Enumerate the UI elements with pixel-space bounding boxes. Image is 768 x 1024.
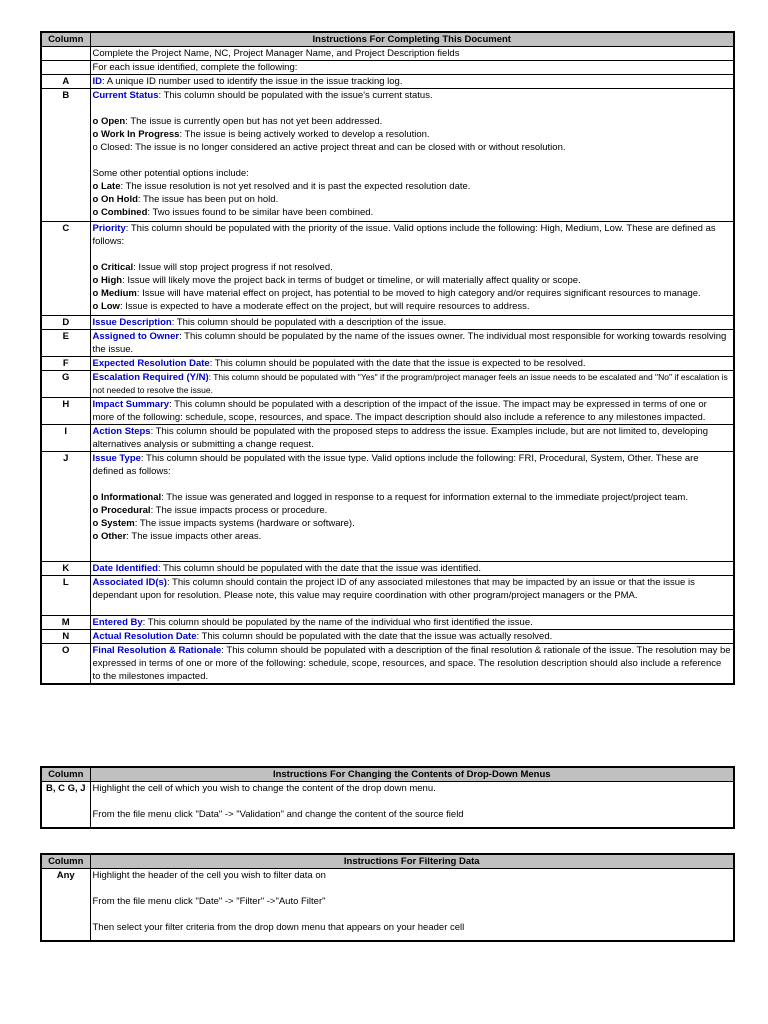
field-name: Associated ID(s) [92, 577, 167, 588]
column-letter: G [41, 371, 90, 398]
row-d: D Issue Description: This column should be populated with a description of the issue. [41, 316, 734, 330]
row-h: H Impact Summary: This column should be populated with a description of the impact of the issue. The impact may be expressed in terms of one or more of the following: schedule, scope, resources, and space. The impact description should also include a reference to any milestones impacted. [41, 398, 734, 425]
column-letter: N [41, 630, 90, 644]
header-row [41, 767, 734, 782]
column-letter: Any [41, 869, 90, 942]
column-letter: M [41, 616, 90, 630]
row-i: I Action Steps: This column should be populated with the proposed steps to address the issue. Examples include, but are not limited to, developing alternatives analysis or submitting a change request. [41, 425, 734, 452]
filter-row: Any Highlight the header of the cell you wish to filter data on From the file menu click "Date" -> "Filter" ->"Auto Filter" Then select your filter criteria from the drop down menu that appears on your header cell [41, 869, 734, 942]
row-o: O Final Resolution & Rationale: This column should be populated with a description of the final resolution & rationale of the issue. The resolution may be expressed in terms of one or more of the following: schedule, scope, resources, and space. The resolution description should also include a reference to the milestones impacted. [41, 644, 734, 685]
dropdown-instructions-table [40, 766, 735, 829]
column-letter: A [41, 75, 90, 89]
instructions-table [40, 31, 735, 685]
row-l: L Associated ID(s): This column should contain the project ID of any associated milestones that may be impacted by an issue or that the issue is dependant upon for resolution. Please note, this value may require coordination with other program/project managers or the PMA. [41, 576, 734, 616]
column-letter: K [41, 562, 90, 576]
column-letter: J [41, 452, 90, 562]
intro-line: For each issue identified, complete the following: [90, 61, 734, 75]
column-letter: F [41, 357, 90, 371]
column-header: Column [41, 854, 90, 869]
instructions-header: Instructions For Filtering Data [90, 854, 734, 869]
row-a: A ID: A unique ID number used to identify the issue in the issue tracking log. [41, 75, 734, 89]
field-name: Issue Description [92, 317, 172, 328]
column-header: Column [41, 767, 90, 782]
column-letter: H [41, 398, 90, 425]
instructions-header: Instructions For Changing the Contents of Drop-Down Menus [90, 767, 734, 782]
field-name: Current Status [92, 90, 159, 101]
field-name: Date Identified [92, 563, 158, 574]
row-f: F Expected Resolution Date: This column should be populated with the date that the issue is expected to be resolved. [41, 357, 734, 371]
column-letter: O [41, 644, 90, 685]
dropdown-row: B, C G, J Highlight the cell of which you wish to change the content of the drop down menu. From the file menu click "Data" -> "Validation" and change the content of the source field [41, 782, 734, 829]
column-letter: L [41, 576, 90, 616]
column-letter: C [41, 222, 90, 316]
column-letter: D [41, 316, 90, 330]
field-name: Impact Summary [92, 399, 170, 410]
row-n: N Actual Resolution Date: This column should be populated with the date that the issue was actually resolved. [41, 630, 734, 644]
field-name: Entered By [92, 617, 143, 628]
row-j: J Issue Type: This column should be populated with the issue type. Valid options include the following: FRI, Procedural, System, Other. These are defined as follows: o Informational: The issue was generated and logged in response to a request for information external to the immediate project/project team. o Procedural: The issue impacts process or procedure. o System: The issue impacts systems (hardware or software). o Other: The issue impacts other areas. [41, 452, 734, 562]
header-row [41, 32, 734, 47]
field-name: Action Steps [92, 426, 151, 437]
filter-instructions-table [40, 853, 735, 942]
field-name: Expected Resolution Date [92, 358, 210, 369]
field-name: Actual Resolution Date [92, 631, 197, 642]
field-name: Priority [92, 223, 126, 234]
field-name: Final Resolution & Rationale [92, 645, 222, 656]
row-b: B Current Status: This column should be populated with the issue's current status. o Open: The issue is currently open but has not yet been addressed. o Work In Progress: The issue is being actively worked to develop a resolution. o Closed: The issue is no longer considered an active project threat and can be closed with or without resolution. Some other potential options include: o Late: The issue resolution is not yet resolved and it is past the expected resolution date. o On Hold: The issue has been put on hold. o Combined: Two issues found to be similar have been combined. [41, 89, 734, 222]
field-name: Escalation Required (Y/N) [92, 372, 209, 383]
column-letter: E [41, 330, 90, 357]
row-k: K Date Identified: This column should be populated with the date that the issue was identified. [41, 562, 734, 576]
row-e: E Assigned to Owner: This column should be populated by the name of the issues owner. The individual most responsible for working towards resolving the issue. [41, 330, 734, 357]
header-row [41, 854, 734, 869]
column-letter: I [41, 425, 90, 452]
row-c: C Priority: This column should be populated with the priority of the issue. Valid options include the following: High, Medium, Low. These are defined as follows: o Critical: Issue will stop project progress if not resolved. o High: Issue will likely move the project back in terms of budget or timeline, or will materially affect quality or scope. o Medium: Issue will have material effect on project, has potential to be moved to high category and/or requires significant resources to manage. o Low: Issue is expected to have a moderate effect on the project, but will require resources to address. [41, 222, 734, 316]
column-letter: B [41, 89, 90, 222]
intro-row [41, 61, 734, 75]
row-m: M Entered By: This column should be populated by the name of the individual who first identified the issue. [41, 616, 734, 630]
row-g: G Escalation Required (Y/N): This column should be populated with "Yes" if the program/project manager feels an issue needs to be escalated and "No" if escalation is not needed to resolve the issue. [41, 371, 734, 398]
column-letter: B, C G, J [41, 782, 90, 829]
field-name: Issue Type [92, 453, 141, 464]
instructions-header: Instructions For Completing This Document [90, 32, 734, 47]
field-name: Assigned to Owner [92, 331, 180, 342]
field-name: ID [92, 76, 102, 87]
intro-line: Complete the Project Name, NC, Project Manager Name, and Project Description fields [90, 47, 734, 61]
intro-row [41, 47, 734, 61]
column-header: Column [41, 32, 90, 47]
